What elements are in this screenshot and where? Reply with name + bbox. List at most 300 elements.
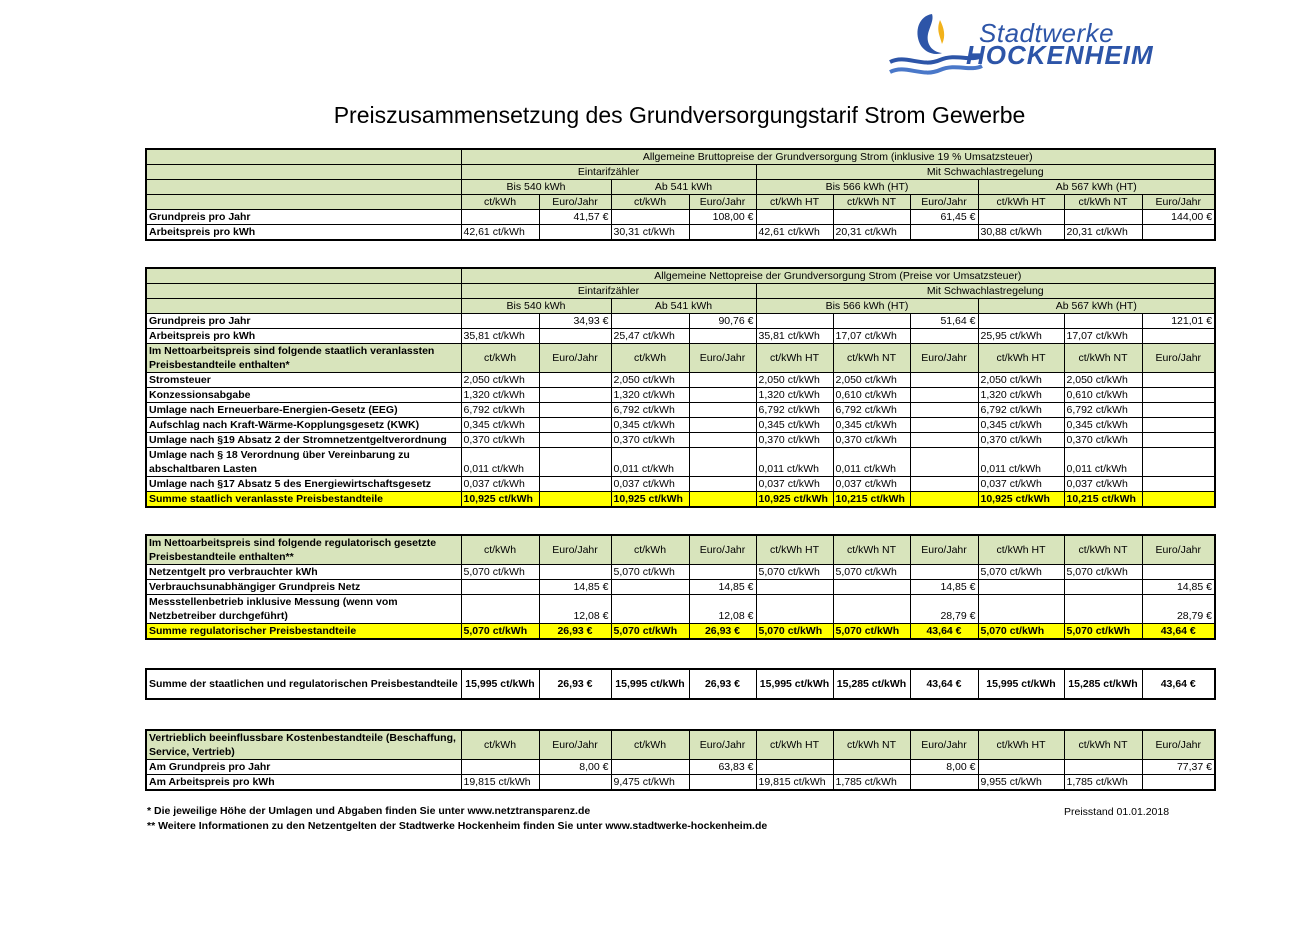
unit-header-cell: ct/kWh (611, 535, 689, 565)
value-cell: 26,93 € (539, 669, 611, 699)
value-cell (1064, 314, 1142, 329)
table-row (146, 373, 1215, 388)
total-row (146, 669, 1215, 699)
unit-header-cell: Euro/Jahr (539, 730, 611, 760)
unit-header-cell: ct/kWh HT (756, 730, 833, 760)
unit-header-cell: ct/kWh NT (1064, 535, 1142, 565)
row-label: Aufschlag nach Kraft-Wärme-Kopplungsgesetz (KWK) (146, 418, 461, 433)
row-label: Am Arbeitspreis pro kWh (146, 775, 461, 791)
value-cell (1142, 329, 1215, 344)
price-date: Preisstand 01.01.2018 (1064, 806, 1170, 818)
value-cell (978, 314, 1064, 329)
value-cell: 1,785 ct/kWh (1064, 775, 1142, 791)
value-cell (689, 477, 756, 492)
value-cell: 0,011 ct/kWh (978, 448, 1064, 477)
footnote-2: ** Weitere Informationen zu den Netzentgelten der Stadtwerke Hockenheim finden Sie unter www.stadtwerke-hockenheim.de (147, 820, 768, 832)
table-row (146, 580, 1215, 595)
value-cell (611, 760, 689, 775)
value-cell: 35,81 ct/kWh (461, 329, 539, 344)
table-row (146, 329, 1215, 344)
value-cell: 12,08 € (539, 595, 611, 624)
unit-header-cell: Euro/Jahr (689, 730, 756, 760)
table-row (146, 595, 1215, 624)
value-cell: 2,050 ct/kWh (756, 373, 833, 388)
row-label: Grundpreis pro Jahr (146, 314, 461, 329)
value-cell: 10,215 ct/kWh (833, 492, 910, 508)
header-bis566: Bis 566 kWh (HT) (756, 180, 978, 195)
value-cell (833, 595, 910, 624)
value-cell: 1,320 ct/kWh (756, 388, 833, 403)
section-label: Vertrieblich beeinflussbare Kostenbestandteile (Beschaffung, Service, Vertrieb) (146, 730, 461, 760)
value-cell: 15,285 ct/kWh (1064, 669, 1142, 699)
value-cell: 43,64 € (910, 669, 978, 699)
value-cell: 5,070 ct/kWh (1064, 624, 1142, 640)
value-cell (1142, 775, 1215, 791)
row-label: Umlage nach § 18 Verordnung über Vereinbarung zu abschaltbaren Lasten (146, 448, 461, 477)
unit-header-cell: ct/kWh NT (1064, 730, 1142, 760)
value-cell (539, 329, 611, 344)
value-cell (910, 403, 978, 418)
value-cell (539, 477, 611, 492)
header-bis540: Bis 540 kWh (461, 180, 611, 195)
section-label: Im Nettoarbeitspreis sind folgende regulatorisch gesetzte Preisbestandteile enthalten** (146, 535, 461, 565)
unit-header-cell: ct/kWh HT (978, 730, 1064, 760)
value-cell (833, 580, 910, 595)
value-cell: 2,050 ct/kWh (611, 373, 689, 388)
value-cell (611, 314, 689, 329)
value-cell (1064, 210, 1142, 225)
value-cell (910, 373, 978, 388)
value-cell: 5,070 ct/kWh (978, 565, 1064, 580)
row-label: Arbeitspreis pro kWh (146, 225, 461, 241)
value-cell: 1,320 ct/kWh (461, 388, 539, 403)
value-cell: 0,345 ct/kWh (756, 418, 833, 433)
unit-header-cell: Euro/Jahr (910, 535, 978, 565)
unit-header-cell: ct/kWh HT (756, 344, 833, 373)
unit-header-cell: ct/kWh (461, 730, 539, 760)
value-cell: 15,995 ct/kWh (461, 669, 539, 699)
value-cell: 2,050 ct/kWh (833, 373, 910, 388)
footnote-1: * Die jeweilige Höhe der Umlagen und Abgaben finden Sie unter www.netztransparenz.de (147, 805, 591, 817)
value-cell: 20,31 ct/kWh (833, 225, 910, 241)
value-cell: 0,011 ct/kWh (833, 448, 910, 477)
value-cell: 25,47 ct/kWh (611, 329, 689, 344)
value-cell: 5,070 ct/kWh (833, 565, 910, 580)
value-cell: 0,011 ct/kWh (611, 448, 689, 477)
table-row (146, 403, 1215, 418)
unit-header-cell: ct/kWh HT (756, 535, 833, 565)
regulatory-table (145, 534, 1216, 640)
value-cell (689, 775, 756, 791)
unit-header-cell: ct/kWh NT (833, 195, 910, 210)
value-cell (1064, 580, 1142, 595)
value-cell: 6,792 ct/kWh (756, 403, 833, 418)
value-cell (539, 225, 611, 241)
value-cell (910, 433, 978, 448)
value-cell: 0,370 ct/kWh (978, 433, 1064, 448)
value-cell: 90,76 € (689, 314, 756, 329)
value-cell: 144,00 € (1142, 210, 1215, 225)
value-cell: 17,07 ct/kWh (1064, 329, 1142, 344)
header-ab541: Ab 541 kWh (611, 180, 756, 195)
value-cell (833, 760, 910, 775)
value-cell: 6,792 ct/kWh (833, 403, 910, 418)
value-cell: 15,995 ct/kWh (611, 669, 689, 699)
value-cell (689, 492, 756, 508)
value-cell: 1,320 ct/kWh (611, 388, 689, 403)
sum-row (146, 624, 1215, 640)
table-row (146, 775, 1215, 791)
value-cell: 14,85 € (1142, 580, 1215, 595)
row-label: Arbeitspreis pro kWh (146, 329, 461, 344)
stadtwerke-logo (884, 6, 1169, 86)
unit-header-cell: Euro/Jahr (1142, 195, 1215, 210)
value-cell (910, 492, 978, 508)
value-cell (910, 477, 978, 492)
unit-header-cell: Euro/Jahr (689, 195, 756, 210)
section-label: Im Nettoarbeitspreis sind folgende staatlich veranlassten Preisbestandteile enthalten* (146, 344, 461, 373)
value-cell: 15,285 ct/kWh (833, 669, 910, 699)
value-cell: 30,88 ct/kWh (978, 225, 1064, 241)
row-label: Netzentgelt pro verbrauchter kWh (146, 565, 461, 580)
unit-header-cell: ct/kWh (611, 730, 689, 760)
unit-header-cell: ct/kWh NT (1064, 344, 1142, 373)
unit-header-cell: ct/kWh (611, 344, 689, 373)
value-cell: 2,050 ct/kWh (1064, 373, 1142, 388)
value-cell: 26,93 € (539, 624, 611, 640)
value-cell: 19,815 ct/kWh (756, 775, 833, 791)
value-cell: 2,050 ct/kWh (978, 373, 1064, 388)
row-label: Grundpreis pro Jahr (146, 210, 461, 225)
value-cell: 9,475 ct/kWh (611, 775, 689, 791)
value-cell (461, 210, 539, 225)
header-schwachlast: Mit Schwachlastregelung (756, 165, 1215, 180)
value-cell (1142, 418, 1215, 433)
value-cell: 15,995 ct/kWh (978, 669, 1064, 699)
value-cell (1142, 477, 1215, 492)
value-cell: 1,320 ct/kWh (978, 388, 1064, 403)
value-cell (611, 210, 689, 225)
value-cell: 51,64 € (910, 314, 978, 329)
value-cell: 41,57 € (539, 210, 611, 225)
unit-header-cell: Euro/Jahr (539, 535, 611, 565)
value-cell: 5,070 ct/kWh (461, 624, 539, 640)
value-cell (1142, 565, 1215, 580)
value-cell (539, 373, 611, 388)
row-label: Summe staatlich veranlasste Preisbestandteile (146, 492, 461, 508)
value-cell: 77,37 € (1142, 760, 1215, 775)
value-cell: 0,011 ct/kWh (461, 448, 539, 477)
row-label: Summe regulatorischer Preisbestandteile (146, 624, 461, 640)
unit-header-row (146, 195, 1215, 210)
value-cell: 0,037 ct/kWh (833, 477, 910, 492)
value-cell: 43,64 € (1142, 624, 1215, 640)
regul-section-header (146, 535, 1215, 565)
unit-header-cell: ct/kWh (461, 344, 539, 373)
value-cell (461, 595, 539, 624)
value-cell (910, 329, 978, 344)
value-cell (689, 329, 756, 344)
value-cell: 6,792 ct/kWh (1064, 403, 1142, 418)
netto-caption: Allgemeine Nettopreise der Grundversorgung Strom (Preise vor Umsatzsteuer) (461, 268, 1215, 284)
header-ab567: Ab 567 kWh (HT) (978, 180, 1215, 195)
value-cell: 0,345 ct/kWh (461, 418, 539, 433)
value-cell (689, 388, 756, 403)
value-cell: 2,050 ct/kWh (461, 373, 539, 388)
value-cell: 10,925 ct/kWh (611, 492, 689, 508)
value-cell: 0,037 ct/kWh (611, 477, 689, 492)
value-cell (910, 565, 978, 580)
value-cell (611, 595, 689, 624)
value-cell (689, 403, 756, 418)
value-cell: 26,93 € (689, 624, 756, 640)
unit-header-cell: Euro/Jahr (910, 195, 978, 210)
value-cell: 42,61 ct/kWh (756, 225, 833, 241)
value-cell (1064, 760, 1142, 775)
row-label: Umlage nach §19 Absatz 2 der Stromnetzentgeltverordnung (146, 433, 461, 448)
value-cell: 28,79 € (910, 595, 978, 624)
unit-header-cell: Euro/Jahr (910, 730, 978, 760)
value-cell: 14,85 € (689, 580, 756, 595)
header-ab567: Ab 567 kWh (HT) (978, 299, 1215, 314)
value-cell: 5,070 ct/kWh (978, 624, 1064, 640)
value-cell (756, 760, 833, 775)
value-cell (1142, 388, 1215, 403)
value-cell: 0,037 ct/kWh (461, 477, 539, 492)
row-label: Stromsteuer (146, 373, 461, 388)
value-cell (756, 210, 833, 225)
table-row (146, 760, 1215, 775)
header-bis540: Bis 540 kWh (461, 299, 611, 314)
unit-header-cell: Euro/Jahr (1142, 535, 1215, 565)
value-cell: 20,31 ct/kWh (1064, 225, 1142, 241)
value-cell: 0,610 ct/kWh (833, 388, 910, 403)
value-cell: 0,345 ct/kWh (978, 418, 1064, 433)
table-row (146, 477, 1215, 492)
row-label: Messstellenbetrieb inklusive Messung (wenn vom Netzbetreiber durchgeführt) (146, 595, 461, 624)
staat-section-header (146, 344, 1215, 373)
value-cell (539, 433, 611, 448)
value-cell: 12,08 € (689, 595, 756, 624)
row-label: Verbrauchsunabhängiger Grundpreis Netz (146, 580, 461, 595)
value-cell (689, 448, 756, 477)
header-ab541: Ab 541 kWh (611, 299, 756, 314)
value-cell: 5,070 ct/kWh (461, 565, 539, 580)
value-cell (689, 565, 756, 580)
value-cell (539, 565, 611, 580)
value-cell (910, 388, 978, 403)
value-cell (689, 225, 756, 241)
table-row (146, 418, 1215, 433)
value-cell (910, 775, 978, 791)
unit-header-cell: ct/kWh NT (833, 344, 910, 373)
unit-header-cell: ct/kWh HT (978, 535, 1064, 565)
value-cell: 6,792 ct/kWh (611, 403, 689, 418)
value-cell (910, 225, 978, 241)
unit-header-cell: ct/kWh HT (978, 195, 1064, 210)
value-cell (689, 418, 756, 433)
table-row (146, 388, 1215, 403)
unit-header-cell: ct/kWh HT (978, 344, 1064, 373)
value-cell: 6,792 ct/kWh (461, 403, 539, 418)
header-eintarif: Eintarifzähler (461, 165, 756, 180)
unit-header-cell: ct/kWh (461, 535, 539, 565)
value-cell (539, 448, 611, 477)
vertrieb-table (145, 729, 1216, 791)
netto-table (145, 267, 1216, 508)
value-cell: 63,83 € (689, 760, 756, 775)
row-label: Umlage nach §17 Absatz 5 des Energiewirtschaftsgesetz (146, 477, 461, 492)
unit-header-cell: ct/kWh NT (833, 730, 910, 760)
row-label: Am Grundpreis pro Jahr (146, 760, 461, 775)
value-cell: 0,370 ct/kWh (1064, 433, 1142, 448)
table-row (146, 225, 1215, 241)
logo-line-1: Stadtwerke (979, 18, 1115, 48)
unit-header-cell: ct/kWh (461, 195, 539, 210)
value-cell: 10,215 ct/kWh (1064, 492, 1142, 508)
value-cell: 43,64 € (910, 624, 978, 640)
value-cell: 0,370 ct/kWh (756, 433, 833, 448)
unit-header-cell: Euro/Jahr (1142, 344, 1215, 373)
value-cell (756, 580, 833, 595)
empty-cell (146, 195, 461, 210)
value-cell: 5,070 ct/kWh (611, 565, 689, 580)
value-cell (689, 373, 756, 388)
value-cell: 5,070 ct/kWh (756, 624, 833, 640)
value-cell (1064, 595, 1142, 624)
value-cell (910, 418, 978, 433)
vertrieb-section-header (146, 730, 1215, 760)
value-cell: 19,815 ct/kWh (461, 775, 539, 791)
value-cell: 30,31 ct/kWh (611, 225, 689, 241)
value-cell (910, 448, 978, 477)
value-cell: 5,070 ct/kWh (1064, 565, 1142, 580)
value-cell: 0,345 ct/kWh (833, 418, 910, 433)
header-bis566: Bis 566 kWh (HT) (756, 299, 978, 314)
unit-header-cell: ct/kWh (611, 195, 689, 210)
value-cell (461, 314, 539, 329)
value-cell: 35,81 ct/kWh (756, 329, 833, 344)
unit-header-cell: ct/kWh HT (756, 195, 833, 210)
table-row (146, 433, 1215, 448)
value-cell: 14,85 € (910, 580, 978, 595)
value-cell: 0,370 ct/kWh (833, 433, 910, 448)
sum-row (146, 492, 1215, 508)
value-cell (1142, 433, 1215, 448)
value-cell (756, 595, 833, 624)
value-cell (978, 210, 1064, 225)
value-cell (539, 418, 611, 433)
value-cell: 0,037 ct/kWh (1064, 477, 1142, 492)
value-cell (1142, 448, 1215, 477)
value-cell: 10,925 ct/kWh (461, 492, 539, 508)
value-cell (978, 760, 1064, 775)
page-title: Preiszusammensetzung des Grundversorgungstarif Strom Gewerbe (333, 102, 1026, 128)
unit-header-cell: Euro/Jahr (689, 535, 756, 565)
header-schwachlast: Mit Schwachlastregelung (756, 284, 1215, 299)
value-cell: 0,345 ct/kWh (611, 418, 689, 433)
unit-header-cell: Euro/Jahr (689, 344, 756, 373)
value-cell: 0,370 ct/kWh (611, 433, 689, 448)
brutto-caption: Allgemeine Bruttopreise der Grundversorgung Strom (inklusive 19 % Umsatzsteuer) (461, 149, 1215, 165)
unit-header-cell: Euro/Jahr (539, 344, 611, 373)
value-cell (611, 580, 689, 595)
value-cell: 0,345 ct/kWh (1064, 418, 1142, 433)
value-cell: 34,93 € (539, 314, 611, 329)
value-cell: 8,00 € (910, 760, 978, 775)
value-cell: 28,79 € (1142, 595, 1215, 624)
value-cell (539, 775, 611, 791)
value-cell (833, 210, 910, 225)
value-cell: 9,955 ct/kWh (978, 775, 1064, 791)
row-label: Konzessionsabgabe (146, 388, 461, 403)
value-cell: 25,95 ct/kWh (978, 329, 1064, 344)
table-row (146, 565, 1215, 580)
value-cell: 5,070 ct/kWh (611, 624, 689, 640)
value-cell: 15,995 ct/kWh (756, 669, 833, 699)
value-cell: 0,610 ct/kWh (1064, 388, 1142, 403)
value-cell: 0,037 ct/kWh (978, 477, 1064, 492)
brutto-table (145, 148, 1216, 241)
value-cell: 8,00 € (539, 760, 611, 775)
row-label: Umlage nach Erneuerbare-Energien-Gesetz (EEG) (146, 403, 461, 418)
row-label: Summe der staatlichen und regulatorischen Preisbestandteile (146, 669, 461, 699)
value-cell: 14,85 € (539, 580, 611, 595)
header-eintarif: Eintarifzähler (461, 284, 756, 299)
value-cell: 10,925 ct/kWh (978, 492, 1064, 508)
value-cell (833, 314, 910, 329)
value-cell (1142, 373, 1215, 388)
value-cell (539, 492, 611, 508)
value-cell: 0,011 ct/kWh (1064, 448, 1142, 477)
value-cell: 26,93 € (689, 669, 756, 699)
value-cell: 10,925 ct/kWh (756, 492, 833, 508)
table-row (146, 314, 1215, 329)
value-cell: 61,45 € (910, 210, 978, 225)
logo-line-2: HOCKENHEIM (966, 40, 1154, 70)
value-cell: 1,785 ct/kWh (833, 775, 910, 791)
value-cell: 5,070 ct/kWh (833, 624, 910, 640)
total-table (145, 668, 1216, 700)
value-cell: 0,011 ct/kWh (756, 448, 833, 477)
value-cell (978, 595, 1064, 624)
value-cell (978, 580, 1064, 595)
value-cell: 5,070 ct/kWh (756, 565, 833, 580)
value-cell: 0,037 ct/kWh (756, 477, 833, 492)
value-cell (539, 388, 611, 403)
unit-header-cell: Euro/Jahr (1142, 730, 1215, 760)
value-cell: 121,01 € (1142, 314, 1215, 329)
table-row (146, 448, 1215, 477)
value-cell: 6,792 ct/kWh (978, 403, 1064, 418)
value-cell (461, 760, 539, 775)
unit-header-cell: ct/kWh NT (833, 535, 910, 565)
value-cell (461, 580, 539, 595)
value-cell: 17,07 ct/kWh (833, 329, 910, 344)
value-cell (539, 403, 611, 418)
value-cell: 42,61 ct/kWh (461, 225, 539, 241)
value-cell (1142, 225, 1215, 241)
unit-header-cell: Euro/Jahr (910, 344, 978, 373)
value-cell: 108,00 € (689, 210, 756, 225)
value-cell (756, 314, 833, 329)
table-row (146, 210, 1215, 225)
unit-header-cell: ct/kWh NT (1064, 195, 1142, 210)
unit-header-cell: Euro/Jahr (539, 195, 611, 210)
value-cell: 43,64 € (1142, 669, 1215, 699)
value-cell (1142, 492, 1215, 508)
value-cell: 0,370 ct/kWh (461, 433, 539, 448)
